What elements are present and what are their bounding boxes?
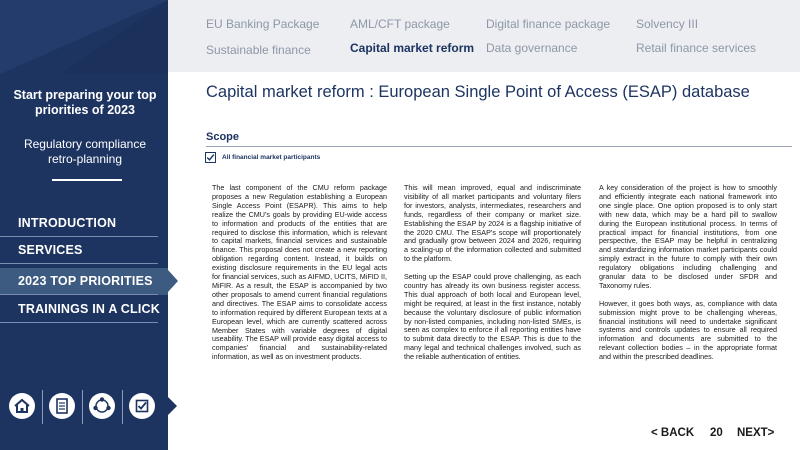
- scope-checkbox-label: All financial market participants: [222, 154, 321, 161]
- menu-data-governance[interactable]: Data governance: [486, 41, 578, 55]
- next-button[interactable]: NEXT>: [737, 427, 775, 439]
- sidebar-icon-bar: [6, 390, 162, 424]
- icon-separator: [122, 390, 123, 424]
- menu-aml-cft-package[interactable]: AML/CFT package: [350, 17, 450, 31]
- nav-item-introduction[interactable]: INTRODUCTION: [0, 210, 168, 237]
- menu-sustainable-finance[interactable]: Sustainable finance: [206, 43, 311, 57]
- sidebar-subtitle: Regulatory compliance retro-planning: [23, 137, 147, 166]
- paragraph: Setting up the ESAP could prove challenging, as each country has already its own business register access. This dual approach of both local and European level, might be required, at least in the first instance, notably because the voluntary disclosure of public information by non-listed companies, including non-listed SMEs, is seen as complex to enforce if all reporting entities have to submit data directly to the ESAP. This is due to the many legal and technical challenges involved, such as the reliable authentication of entities.: [404, 272, 581, 362]
- menu-solvency-iii[interactable]: Solvency III: [636, 17, 699, 31]
- sidebar-divider: [52, 179, 122, 181]
- icon-separator: [82, 390, 83, 424]
- menu-retail-finance-services[interactable]: Retail finance services: [636, 41, 757, 55]
- text-column-2: [404, 184, 581, 371]
- nav-item-top-priorities[interactable]: 2023 TOP PRIORITIES: [0, 268, 168, 295]
- sidebar-title: Start preparing your top priorities of 2023: [13, 88, 157, 117]
- scope-heading: Scope: [206, 131, 240, 143]
- menu-capital-market-reform[interactable]: Capital market reform: [350, 41, 475, 55]
- scope-checkbox[interactable]: [205, 152, 216, 163]
- top-menu-bar: [168, 0, 800, 72]
- paragraph: A key consideration of the project is how to smoothly and efficiently integrate each national framework into one single place. One option proposed is to only start with new data, which may be a hard pill to swallow during the European institutional process. In terms of practical impact for financial institutions, from one perspective, the ESAP may be helpful in centralizing and standardizing information market participants could simply extract in the future to comply with their own regulatory obligations including challenging and granular data to be disclosed under SFDR and Taxonomy rules.: [599, 183, 777, 290]
- menu-eu-banking-package[interactable]: EU Banking Package: [206, 17, 320, 31]
- people-circle-icon[interactable]: [88, 392, 116, 420]
- logo: [0, 0, 168, 74]
- icon-separator: [42, 390, 43, 424]
- sidebar: [0, 0, 168, 450]
- home-icon[interactable]: [8, 392, 36, 420]
- paragraph: However, it goes both ways, as, compliance with data submission might prove to be challenging whereas, financial institutions will need to undertake significant systems and controls updates to ensure all required information and documents are submitted to the relevant collection bodies – in the appropriate format and within the prescribed deadlines.: [599, 298, 777, 362]
- text-column-3: [599, 184, 777, 371]
- menu-digital-finance-package[interactable]: Digital finance package: [486, 17, 611, 31]
- document-icon[interactable]: [48, 392, 76, 420]
- text-column-1: [212, 184, 387, 371]
- checkmark-icon: [206, 153, 215, 162]
- page-title: Capital market reform : European Single Point of Access (ESAP) database: [206, 83, 750, 101]
- page-number: 20: [710, 427, 723, 439]
- paragraph: This will mean improved, equal and indiscriminate visibility of all market participants and voluntary filers for investors, analysts, intermediates, researchers and funds, regardless of their company or market size. Establishing the ESAP by 2024 is a flagship initiative of the 2020 CMU. The ESAP’s scope will proportionately and gradually grow between 2024 and 2026, requiring a scaling-up of the information collected and submitted to the platform.: [404, 183, 581, 264]
- scope-divider: [206, 146, 792, 147]
- icon-bar-pointer: [168, 397, 177, 415]
- nav-item-services[interactable]: SERVICES: [0, 237, 168, 264]
- back-button[interactable]: < BACK: [651, 427, 695, 439]
- active-nav-pointer: [168, 270, 178, 292]
- checklist-icon[interactable]: [128, 392, 156, 420]
- paragraph: The last component of the CMU reform package proposes a new Regulation establishing a European Single Access Point (ESAPR). This aims to help realize the CMU’s goals by providing EU-wide access to information and products of the entities that are required to disclose this information, which is relevant to capital markets, financial services and sustainable finance. This proposal does not create a new reporting obligation regarding content. Instead, it builds on existing disclosure requirements in the EU legal acts for financial services, such as AIFMD, UCITS, MiFID II, MiFIR. As a result, the ESAP is accompanied by two other proposals to amend current financial regulations and directives. The ESAP aims to consolidate access to information required by different European texts at a European level, which are currently scattered across Member States with variable degrees of digital useability. The ESAP will provide easy digital access to companies’ financial and sustainability-related information, as well as on investment products.: [212, 183, 387, 362]
- nav-item-trainings[interactable]: TRAININGS IN A CLICK: [0, 296, 168, 323]
